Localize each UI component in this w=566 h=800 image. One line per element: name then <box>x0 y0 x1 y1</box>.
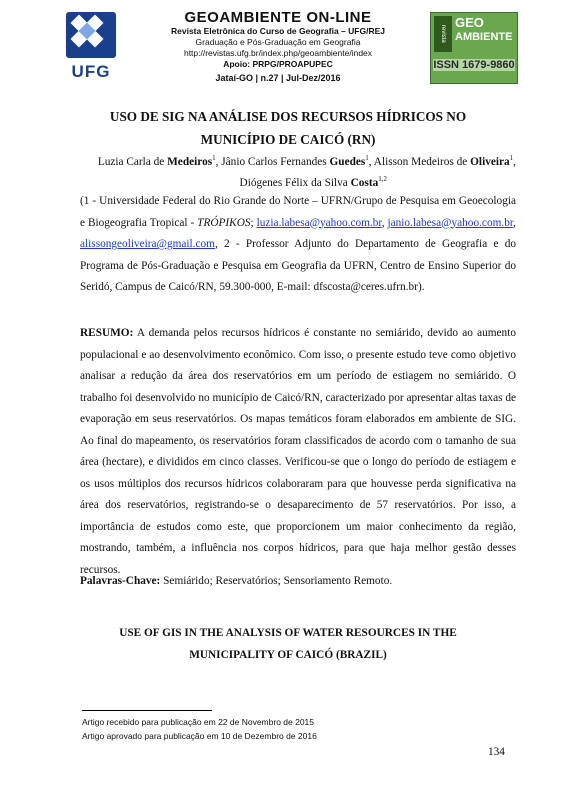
author-medeiros: Medeiros <box>167 155 213 168</box>
abstract <box>80 323 516 581</box>
author-costa: Costa <box>350 176 379 189</box>
email-link-janio[interactable]: janio.labesa@yahoo.com.br <box>387 216 514 229</box>
journal-url: http://revistas.ufg.br/index.php/geoambiente/index <box>183 48 373 58</box>
english-title-line2: MUNICIPALITY OF CAICÓ (BRAZIL) <box>189 649 387 661</box>
geoambiente-logo <box>422 12 518 84</box>
abstract-label: RESUMO: <box>80 327 134 339</box>
footnote-divider <box>82 710 212 711</box>
ufg-logo-text: UFG <box>71 62 111 81</box>
journal-program: Graduação e Pós-Graduação em Geografia <box>195 37 361 47</box>
journal-issue: Jataí-GO | n.27 | Jul-Dez/2016 <box>215 73 341 83</box>
journal-name: GEOAMBIENTE ON-LINE <box>184 9 372 26</box>
authors-line2: Diógenes Félix da Silva Costa$^{1,2}$ <box>239 175 387 189</box>
issn-label: ISSN 1679-9860 <box>433 59 515 71</box>
journal-subtitle: Revista Eletrônica do Curso de Geografia – UFG/REJ <box>171 26 385 36</box>
keywords <box>80 575 516 587</box>
keywords-label: Palavras-Chave: <box>80 575 161 587</box>
paper-title-line1: USO DE SIG NA ANÁLISE DOS RECURSOS HÍDRICOS NO <box>109 109 467 124</box>
geoambiente-logo-line1: GEO <box>455 15 484 30</box>
footnote-received: Artigo recebido para publicação em 22 de Novembro de 2015 <box>82 717 315 727</box>
authors-line1: Luzia Carla de Medeiros$^1$, Jânio Carlos Fernandes Guedes$^1$, Alisson Medeiros de Oliveira$^1$, <box>97 154 516 168</box>
email-link-alisson[interactable]: alissongeoliveira@gmail.com <box>80 238 215 250</box>
keywords-text: Semiárido; Reservatórios; Sensoriamento Remoto. <box>160 575 393 587</box>
footnote-approved: Artigo aprovado para publicação em 10 de Dezembro de 2016 <box>82 731 317 741</box>
abstract-text: A demanda pelos recursos hídricos é constante no semiárido, devido ao aumento populacional e ao desenvolvimento econômico. Com isso, o presente estudo teve como objetivo analisar a redução da área dos reservatórios em um período de estiagem no semiárido. O trabalho foi desenvolvido no município de Caicó/RN, caracterizado por apresentar altas taxas de evaporação em seus reservatórios. Os mapas temáticos foram elaborados em ambiente de SIG. Ao final do mapeamento, os reservatórios foram classificados de acordo com o tamanho de sua área (hectare), e divididos em cinco classes. Verificou-se que o longo do período de estiagem e os usos múltiplos dos recursos hídricos colaboraram para que houvesse perda significativa na área dos reservatórios, registrando-se o desaparecimento de 57 reservatórios. Por isso, a importância de estudos como este, que proporcionem um maior conhecimento da região, mostrando, também, a influência nos corpos hídricos, para que haja melhor gestão desses recursos. <box>80 327 516 576</box>
affiliation: (1 - Universidade Federal do Rio Grande do Norte – UFRN/Grupo de Pesquisa em Geoecologia e Biogeografia Tropical - TRÓPIKOS; luzia.labesa@yahoo.com.br, janio.labesa@yahoo.com.br, alissongeoliveira@gmail.com, 2 - Professor Adjunto do Departamento de Geografia e do Programa de Pós-Graduação e Pesquisa em Geografia da UFRN, Centro de Ensino Superior do Seridó, Campus de Caicó/RN, 59.300-000, E-mail: dfscosta@ceres.ufrn.br). <box>80 195 516 293</box>
paper-title-line2: MUNICÍPIO DE CAICÓ (RN) <box>200 132 376 147</box>
ufg-logo-mark-icon <box>66 12 116 58</box>
journal-support: Apoio: PRPG/PROAPUPEC <box>223 59 333 69</box>
geoambiente-logo-line2: AMBIENTE <box>455 31 513 43</box>
author-guedes: Guedes <box>329 155 366 168</box>
email-link-luzia[interactable]: luzia.labesa@yahoo.com.br <box>256 216 382 229</box>
page-number: 134 <box>488 746 505 758</box>
research-group: TRÓPIKOS <box>197 216 251 229</box>
geoambiente-logo-small: revista eletrônica <box>434 16 452 52</box>
author-oliveira: Oliveira <box>470 155 510 168</box>
ufg-logo <box>60 12 122 82</box>
english-title-line1: USE OF GIS IN THE ANALYSIS OF WATER RESOURCES IN THE <box>119 627 457 639</box>
journal-header <box>128 10 428 83</box>
